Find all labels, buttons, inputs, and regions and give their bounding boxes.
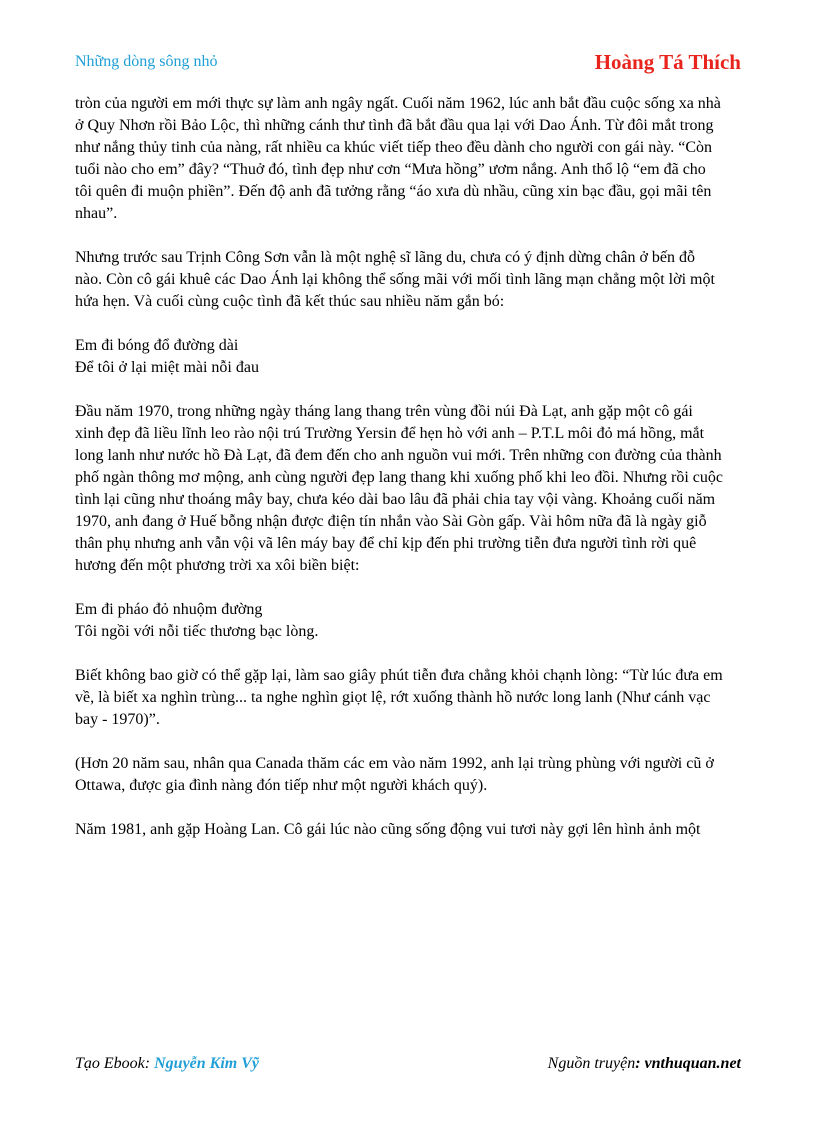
poem-verse <box>75 599 755 643</box>
text-line: Năm 1981, anh gặp Hoàng Lan. Cô gái lúc nào cũng sống động vui tươi này gợi lên hình ảnh một <box>75 821 701 838</box>
page-content <box>75 93 755 863</box>
text-line: xinh đẹp đã liều lĩnh leo rào nội trú Trường Yersin để hẹn hò với anh – P.T.L môi đỏ má hồng, mắt <box>75 425 705 442</box>
text-line: Đầu năm 1970, trong những ngày tháng lang thang trên vùng đồi núi Đà Lạt, anh gặp một cô gái <box>75 403 693 420</box>
paragraph <box>75 753 755 797</box>
verse-line: Để tôi ở lại miệt mài nỗi đau <box>75 359 259 376</box>
text-line: tôi quên đi muộn phiền”. Đến độ anh đã tưởng rằng “áo xưa dù nhầu, cũng xin bạc đầu, gọi mãi tên <box>75 183 712 200</box>
verse-line: Em đi bóng đổ đường dài <box>75 337 239 354</box>
author-name: Hoàng Tá Thích <box>594 50 741 74</box>
text-line: phố ngàn thông mơ mộng, anh cùng người đẹp lang thang khi xuống phố khi leo đồi. Nhưng rồi cuộc <box>75 469 723 486</box>
paragraph <box>75 665 755 731</box>
text-line: ở Quy Nhơn rồi Bảo Lộc, thì những cánh thư tình đã bắt đầu qua lại với Dao Ánh. Từ đôi mắt trong <box>75 117 714 134</box>
ebook-creator-name: Nguyễn Kim Vỹ <box>154 1055 259 1072</box>
verse-line: Tôi ngồi với nỗi tiếc thương bạc lòng. <box>75 623 319 640</box>
paragraph <box>75 819 755 841</box>
verse-line: Em đi pháo đỏ nhuộm đường <box>75 601 263 618</box>
page-header <box>75 50 741 74</box>
text-line: (Hơn 20 năm sau, nhân qua Canada thăm các em vào năm 1992, anh lại trùng phùng với người cũ ở <box>75 755 714 772</box>
text-line: tuổi nào cho em” đây? “Thuở đó, tình đẹp như cơn “Mưa hồng” ươm nắng. Anh thổ lộ “em đã cho <box>75 161 706 178</box>
text-line: bay - 1970)”. <box>75 711 160 728</box>
text-line: nhau”. <box>75 205 118 222</box>
text-line: hương đến một phương trời xa xôi biền biệt: <box>75 557 360 574</box>
paragraph <box>75 401 755 577</box>
text-line: hứa hẹn. Và cuối cùng cuộc tình đã kết thúc sau nhiều năm gắn bó: <box>75 293 505 310</box>
ebook-credit <box>75 1055 259 1073</box>
source-credit <box>548 1055 741 1073</box>
text-line: 1970, anh đang ở Huế bỗng nhận được điện tín nhắn vào Sài Gòn gấp. Vài hôm nữa đã là ngày giỗ <box>75 513 707 530</box>
text-line: thân phụ nhưng anh vẫn vội vã lên máy bay để chỉ kịp đến phi trường tiễn đưa người tình rời quê <box>75 535 697 552</box>
source-site: vnthuquan.net <box>644 1055 741 1072</box>
text-line: Ottawa, được gia đình nàng đón tiếp như một người khách quý). <box>75 777 488 794</box>
text-line: tròn của người em mới thực sự làm anh ngây ngất. Cuối năm 1962, lúc anh bắt đầu cuộc sống xa nhà <box>75 95 721 112</box>
text-line: Biết không bao giờ có thể gặp lại, làm sao giây phút tiễn đưa chẳng khỏi chạnh lòng: “Từ lúc đưa em <box>75 667 723 684</box>
book-title: Những dòng sông nhỏ <box>75 53 218 70</box>
text-line: như nắng thủy tinh của nàng, rất nhiều ca khúc viết tiếp theo đều dành cho người con gái này. “Còn <box>75 139 713 156</box>
poem-verse <box>75 335 755 379</box>
paragraph <box>75 93 755 225</box>
paragraph <box>75 247 755 313</box>
text-line: về, là biết xa nghìn trùng... ta nghe nghìn giọt lệ, rớt xuống thành hồ nước long lanh (Như cánh vạc <box>75 689 711 706</box>
text-line: Nhưng trước sau Trịnh Công Sơn vẫn là một nghệ sĩ lãng du, chưa có ý định dừng chân ở bến đỗ <box>75 249 696 266</box>
source-separator: : <box>635 1055 645 1072</box>
source-label: Nguồn truyện <box>547 1055 636 1072</box>
page-footer <box>75 1055 741 1077</box>
ebook-separator: : <box>144 1055 155 1072</box>
text-line: tình lại cũng như thoáng mây bay, chưa kéo dài bao lâu đã phải chia tay vội vàng. Khoảng cuối năm <box>75 491 716 508</box>
text-line: nào. Còn cô gái khuê các Dao Ánh lại không thể sống mãi với mối tình lãng mạn chẳng một lời một <box>75 271 715 288</box>
text-line: long lanh như nước hồ Đà Lạt, đã đem đến cho anh nguồn vui mới. Trên những con đường của thành <box>75 447 722 464</box>
ebook-label: Tạo Ebook <box>75 1055 145 1072</box>
